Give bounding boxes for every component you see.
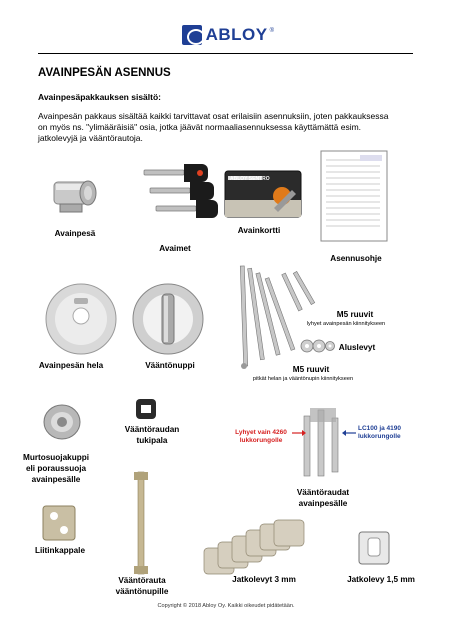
abloy-logo xyxy=(182,24,274,46)
connector-piece-image xyxy=(42,504,76,542)
label-murtosuojakuppi-line2: eli poraussuoja xyxy=(25,464,87,473)
page-title: AVAINPESÄN ASENNUS xyxy=(38,67,171,79)
short-screws-image xyxy=(284,266,332,314)
intro-paragraph: Avainpesän pakkaus sisältää kaikki tarvittavat osat erilaisiin asennuksiin, joten pakkauksessa on myös ns. "ylimääräisiä" osia, jotka jäävät normaaliasennuksessa käyttämättä esim. jatkolevyjä ja vääntörautoja. xyxy=(38,111,389,143)
label-murtosuojakuppi-line3: avainpesälle xyxy=(31,475,81,484)
label-murtosuojakuppi xyxy=(6,452,106,485)
label-vaantoraudan-tukipala-line1: Vääntöraudan xyxy=(124,425,180,434)
cylinder-image xyxy=(52,170,102,220)
label-m5-ruuvit-long: M5 ruuvit xyxy=(292,365,330,374)
label-jatkolevyt-3mm: Jatkolevyt 3 mm xyxy=(232,575,296,584)
note-lc100-4190 xyxy=(358,425,428,441)
registered-mark: ® xyxy=(269,28,274,34)
label-avainkortti: Avainkortti xyxy=(237,226,281,235)
drill-protection-cup-image xyxy=(42,402,82,442)
thumb-turn-image xyxy=(131,282,205,356)
keys-image xyxy=(140,158,220,228)
label-vaantorauta-line2: vääntönupille xyxy=(115,587,169,596)
escutcheon-image xyxy=(44,282,118,356)
label-liitinkappale: Liitinkappale xyxy=(34,546,86,555)
label-murtosuojakuppi-line1: Murtosuojakuppi xyxy=(23,453,89,462)
label-avaimet: Avaimet xyxy=(159,244,191,253)
label-vaantoraudat-line1: Vääntöraudat xyxy=(296,488,350,497)
instruction-sheet-image xyxy=(320,150,388,242)
label-vaantoraudat xyxy=(280,487,366,509)
label-vaantonuppi: Vääntönuppi xyxy=(145,361,195,370)
header-divider xyxy=(38,53,413,54)
brand-name: ABLOY xyxy=(205,25,268,44)
label-vaantorauta xyxy=(104,575,180,597)
turn-bars-image xyxy=(296,404,350,480)
note-lc100-4190-line1: LC100 ja 4190 xyxy=(358,425,402,432)
section-heading: Avainpesäpakkauksen sisältö: xyxy=(38,92,161,102)
washers-image xyxy=(299,338,335,354)
arrow-blue xyxy=(342,430,356,436)
turn-bar-knob-image xyxy=(130,470,152,576)
label-avainpesa: Avainpesä xyxy=(54,229,96,238)
copyright-footer: Copyright © 2018 Abloy Oy. Kaikki oikeudet pidätetään. xyxy=(157,603,295,609)
abloy-logo-icon xyxy=(182,25,202,45)
label-vaantorauta-line1: Vääntörauta xyxy=(118,576,166,585)
label-m5-ruuvit-short: M5 ruuvit xyxy=(336,310,374,319)
note-lyhyet-4260 xyxy=(226,429,296,445)
label-aluslevyt: Aluslevyt xyxy=(338,343,376,352)
extension-plate-15mm-image xyxy=(358,530,390,566)
label-jatkolevy-15mm: Jatkolevy 1,5 mm xyxy=(347,575,415,584)
label-asennusohje: Asennusohje xyxy=(330,254,382,263)
note-m5-ruuvit-short: lyhyet avainpesän kiinnitykseen xyxy=(306,321,386,327)
extension-plates-3mm-image xyxy=(200,518,320,580)
note-lyhyet-4260-line2: lukkorungolle xyxy=(239,437,283,444)
note-m5-ruuvit-long: pitkät helan ja vääntönupin kiinnitykseen xyxy=(252,376,354,382)
label-vaantoraudan-tukipala xyxy=(112,424,192,446)
label-vaantoraudat-line2: avainpesälle xyxy=(298,499,348,508)
note-lyhyet-4260-line1: Lyhyet vain 4260 xyxy=(235,429,287,436)
label-avainpesan-hela: Avainpesän hela xyxy=(38,361,104,370)
label-vaantoraudan-tukipala-line2: tukipala xyxy=(136,436,168,445)
key-card-brand: ABLOY SENTRO xyxy=(230,176,270,182)
note-lc100-4190-line2: lukkorungolle xyxy=(358,433,401,440)
support-piece-image xyxy=(135,398,157,420)
